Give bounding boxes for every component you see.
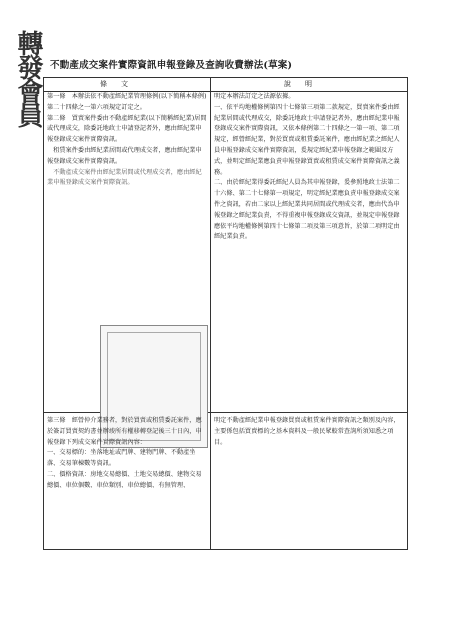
- article-3: 第三條 經營仲介業務者，對於買賣或租賃委託案件，應於簽訂買賣契約書並辦竣所有權移轉登記後三十日內，申報登錄下列成交案件實際資訊內容：: [47, 417, 202, 446]
- header-articles: 條文: [100, 80, 142, 88]
- article-2-para-3: 不動產成交案件由經紀業居間或代理成交者，應由經紀業申報登錄成交案件實際資訊。: [47, 168, 202, 187]
- explanation-2-point-2: 二、由於經紀業得委託經紀人員為其申報登錄，爰參照地政士法第二十六條、第二十七條第一項規定，明定經紀業應負責申報登錄成交案件之資訊，若由二家以上經紀業共同居間或代理成交者，應由代為申報登錄之經紀業負責，不得重複申報登錄成交資訊，並規定申報登錄應依平均地權條例第四十七條第二項及第三項意旨，於第二項明定由經紀業負責。: [214, 179, 400, 241]
- row-divider: [44, 412, 407, 413]
- row2-articles: [47, 416, 207, 492]
- row2-explanations: [214, 416, 404, 448]
- article-2: 第二條 買賣案件委由不動產經紀業(以下簡稱經紀業)居間或代理成交，除委託地政士申請登記者外，應由經紀業申報登錄成交案件實際資訊。: [47, 114, 207, 144]
- article-1: 第一條 本辦法依不動產經紀業管理條例(以下簡稱本條例)第二十四條之一第六項規定訂定之。: [47, 93, 207, 111]
- table-header: [44, 78, 407, 92]
- column-divider: [210, 78, 211, 549]
- article-2-para-2: 租賃案件委由經紀業居間或代理成交者，應由經紀業申報登錄成交案件實際資訊。: [47, 146, 202, 165]
- article-3-item-2: 二、價格資訊：房地交易總價、土地交易總價、建物交易總價、車位個數、車位類別、車位總價、有無管理、: [47, 470, 202, 489]
- row1-articles: [47, 92, 207, 189]
- document-title: 不動產成交案件實際資訊申報登錄及查詢收費辦法(草案): [50, 60, 293, 71]
- row1-explanations: [214, 92, 404, 243]
- header-explanation: 說明: [284, 80, 326, 88]
- explanation-2-point-1: 一、依平均地權條例第四十七條第三項第二款規定，買賣案件委由經紀業居間或代理成交，除委託地政士申請登記者外，應由經紀業申報登錄成交案件實際資訊，又依本條例第二十四條之一第一項、第二項規定，經營經紀業，對於買賣或租賃委託案件，應由經紀業之經紀人員申報登錄成交案件實際資訊，爰規定經紀業申報登錄之範圍及方式，並明定經紀業應負責申報登錄買賣或租賃成交案件實際資訊之義務。: [214, 103, 400, 176]
- handwritten-note: 轉發會員: [13, 30, 43, 126]
- explanation-1: 明定本辦法訂定之法源依據。: [214, 93, 295, 100]
- explanation-3: 明定不動產經紀業申報登錄買賣或租賃案件實際資訊之類別及內容，主要係包括買賣標的之基本資料及一般民眾較常查詢所須知悉之項目。: [214, 417, 400, 446]
- comparison-table: [43, 77, 408, 550]
- article-3-item-1: 一、交易標的：坐落地址或門牌、建物門牌、不動產坐落、交易筆棟數等資訊。: [47, 449, 196, 468]
